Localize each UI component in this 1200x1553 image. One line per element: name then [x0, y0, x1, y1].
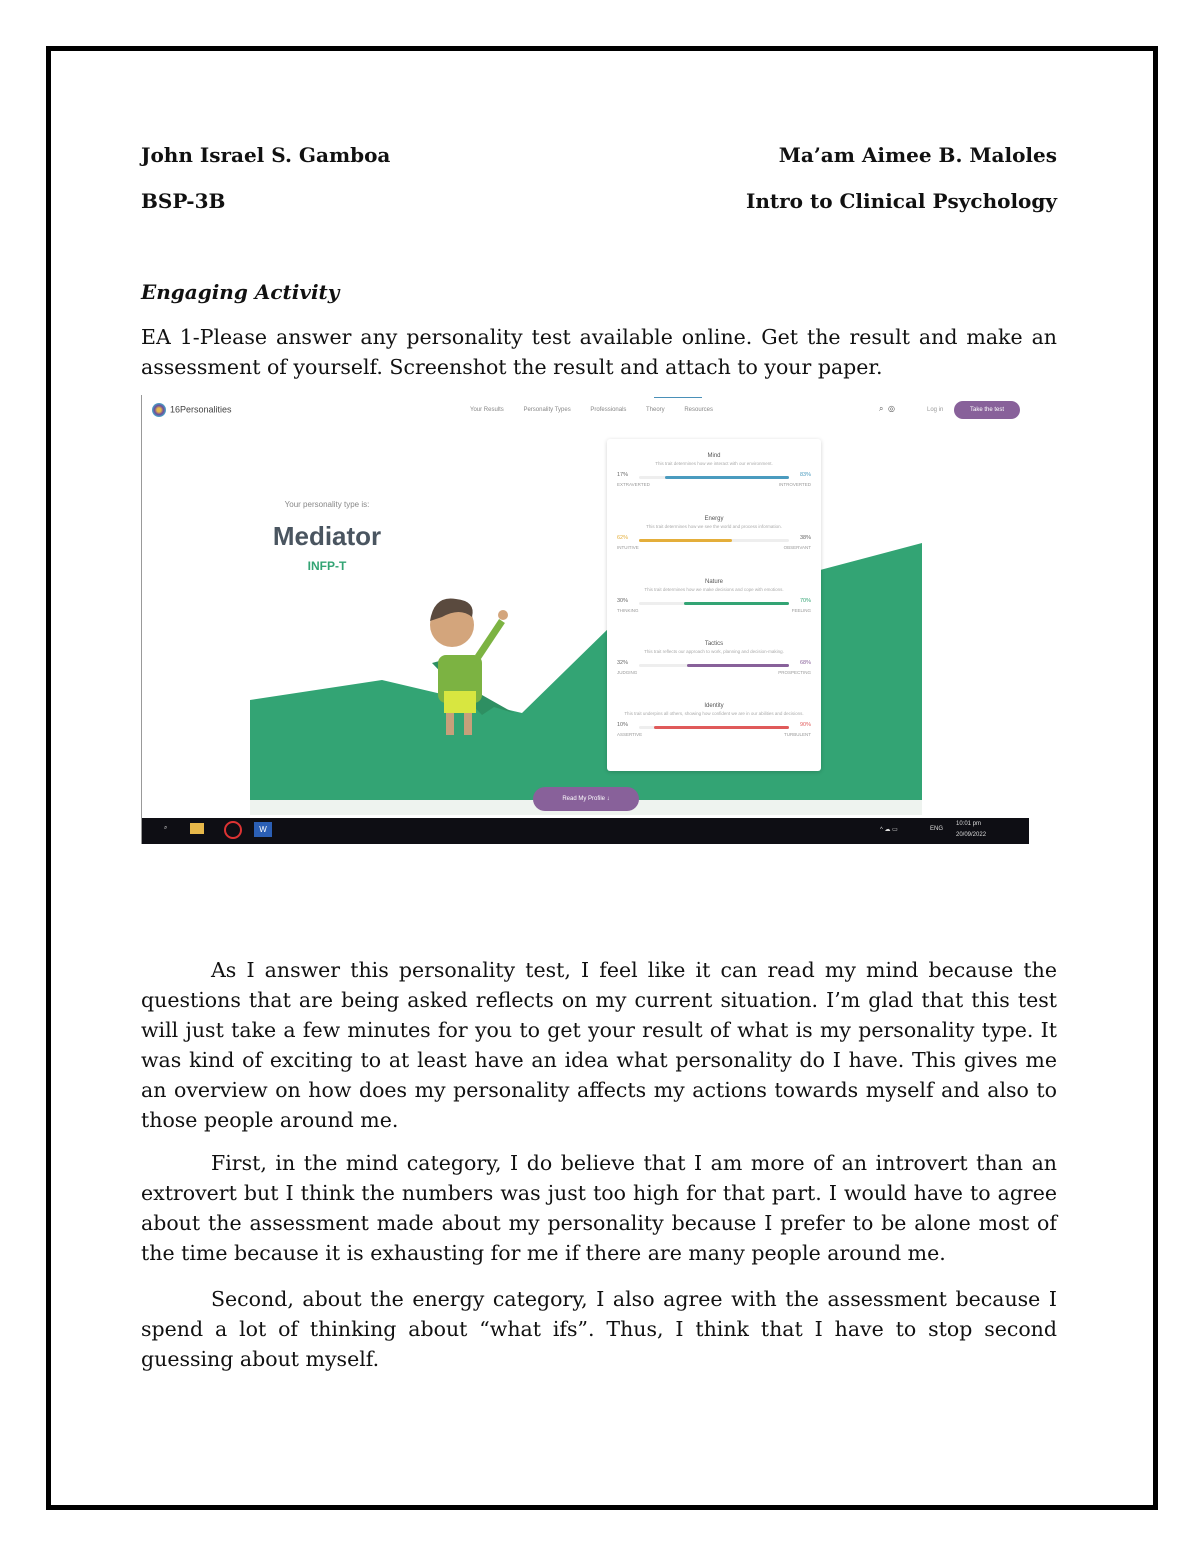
trait-right-label: OBSERVANT [783, 545, 811, 550]
trait-right-label: TURBULENT [783, 732, 811, 737]
body-paragraph-2: First, in the mind category, I do believe that I am more of an introvert than an extrovert but I think the numbers was just too high for that part. I would have to agree about the assessment made about my personality because I prefer to be alone most of the time because it is exhausting for me if there are many people around me. [141, 1151, 1057, 1265]
personality-type-code: INFP-T [307, 559, 347, 573]
nav-link-professionals[interactable]: Professionals [590, 407, 627, 413]
nav-links [470, 407, 731, 413]
file-explorer-icon[interactable] [190, 823, 204, 834]
body-paragraph-3: Second, about the energy category, I also agree with the assessment because I spend a lot of thinking about “what ifs”. Thus, I think that I have to stop second guessing about myself. [141, 1287, 1057, 1371]
clock-time[interactable]: 10:01 pm [956, 821, 982, 827]
nav-link-theory[interactable]: Theory [645, 407, 665, 413]
trait-name: Nature [704, 579, 723, 585]
trait-bar [654, 726, 789, 729]
trait-bar [639, 539, 732, 542]
brand-name: 16Personalities [170, 404, 232, 415]
trait-right-pct: 68% [799, 660, 811, 666]
trait-left-pct: 17% [617, 472, 629, 478]
top-nav [142, 395, 1029, 427]
trait-identity [617, 703, 811, 740]
nav-link-results[interactable]: Your Results [470, 407, 504, 413]
take-test-button[interactable]: Take the test [954, 401, 1020, 419]
logo-icon [152, 403, 166, 417]
section: BSP-3B [141, 189, 226, 213]
trait-description: This trait underpins all others, showing how confident we are in our abilities and decisions. [624, 711, 804, 716]
trait-left-label: EXTRAVERTED [617, 482, 650, 487]
trait-name: Identity [704, 703, 724, 709]
trait-right-label: PROSPECTING [778, 670, 811, 675]
background-hills [142, 395, 1029, 844]
trait-right-pct: 38% [799, 535, 811, 541]
trait-right-pct: 83% [799, 472, 811, 478]
trait-nature [617, 579, 811, 616]
trait-description: This trait determines how we see the world and process information. [646, 524, 782, 529]
trait-left-pct: 32% [617, 660, 629, 666]
search-icon[interactable]: ⌕ [164, 825, 168, 831]
teacher-name: Ma’am Aimee B. Maloles [778, 143, 1057, 167]
globe-icon[interactable]: ◎ [887, 404, 895, 413]
hill-shape [250, 543, 922, 800]
trait-right-label: INTROVERTED [778, 482, 811, 487]
personality-intro: Your personality type is: [284, 500, 370, 509]
brand-logo[interactable] [152, 403, 232, 417]
trait-energy [617, 516, 811, 553]
trait-name: Energy [704, 516, 724, 522]
activity-title: Engaging Activity [141, 280, 340, 304]
trait-right-pct: 70% [799, 598, 811, 604]
nav-icons [879, 404, 895, 414]
trait-description: This trait determines how we interact with our environment. [655, 461, 773, 466]
clock-date[interactable]: 20/09/2022 [956, 832, 987, 838]
trait-name: Tactics [704, 641, 724, 647]
trait-bar [687, 664, 789, 667]
trait-mind [617, 453, 811, 490]
body-paragraph-1: As I answer this personality test, I feel like it can read my mind because the questions that are being asked reflects on my current situation. I’m glad that this test will just take a few minutes for you to get your result of what is my personality type. It was kind of exciting to at least have an idea what personality do I have. This gives me an overview on how does my personality affects my actions towards myself and also to those people around me. [141, 958, 1057, 1132]
trait-description: This trait determines how we make decisions and cope with emotions. [644, 587, 784, 592]
course-name: Intro to Clinical Psychology [746, 189, 1057, 213]
trait-left-label: JUDGING [617, 670, 638, 675]
trait-left-pct: 30% [617, 598, 629, 604]
trait-bar [684, 602, 789, 605]
search-icon[interactable]: ⌕ [879, 404, 884, 413]
nav-link-resources[interactable]: Resources [684, 407, 714, 413]
trait-left-label: ASSERTIVE [617, 732, 643, 737]
opera-icon[interactable] [224, 821, 242, 839]
arrow-down-icon: ↓ [606, 796, 610, 802]
trait-tactics [617, 641, 811, 678]
trait-bar [665, 476, 790, 479]
personality-type-name: Mediator [272, 521, 382, 551]
trait-name: Mind [707, 453, 721, 459]
language-indicator[interactable]: ENG [930, 826, 944, 832]
traits-card [607, 439, 821, 771]
trait-description: This trait reflects our approach to work, planning and decision-making. [644, 649, 784, 654]
taskbar [142, 818, 1029, 844]
trait-left-label: INTUITIVE [617, 545, 639, 550]
student-name: John Israel S. Gamboa [141, 143, 391, 167]
read-profile-label: Read My Profile [562, 796, 605, 802]
trait-right-label: FEELING [791, 608, 811, 613]
word-icon[interactable]: W [254, 822, 272, 837]
trait-left-pct: 62% [617, 535, 629, 541]
login-link[interactable]: Log in [927, 407, 944, 413]
trait-right-pct: 90% [799, 722, 811, 728]
active-tab-underline [654, 397, 702, 398]
read-profile-button[interactable] [533, 787, 639, 811]
activity-instruction: EA 1-Please answer any personality test available online. Get the result and make an assessment of yourself. Screenshot the result and attach to your paper. [141, 325, 1057, 379]
trait-left-label: THINKING [617, 608, 639, 613]
personality-result-screenshot [141, 395, 1029, 844]
trait-left-pct: 10% [617, 722, 629, 728]
system-tray-icons[interactable]: ^ ☁ ▭ [880, 827, 898, 833]
nav-link-types[interactable]: Personality Types [523, 407, 571, 413]
